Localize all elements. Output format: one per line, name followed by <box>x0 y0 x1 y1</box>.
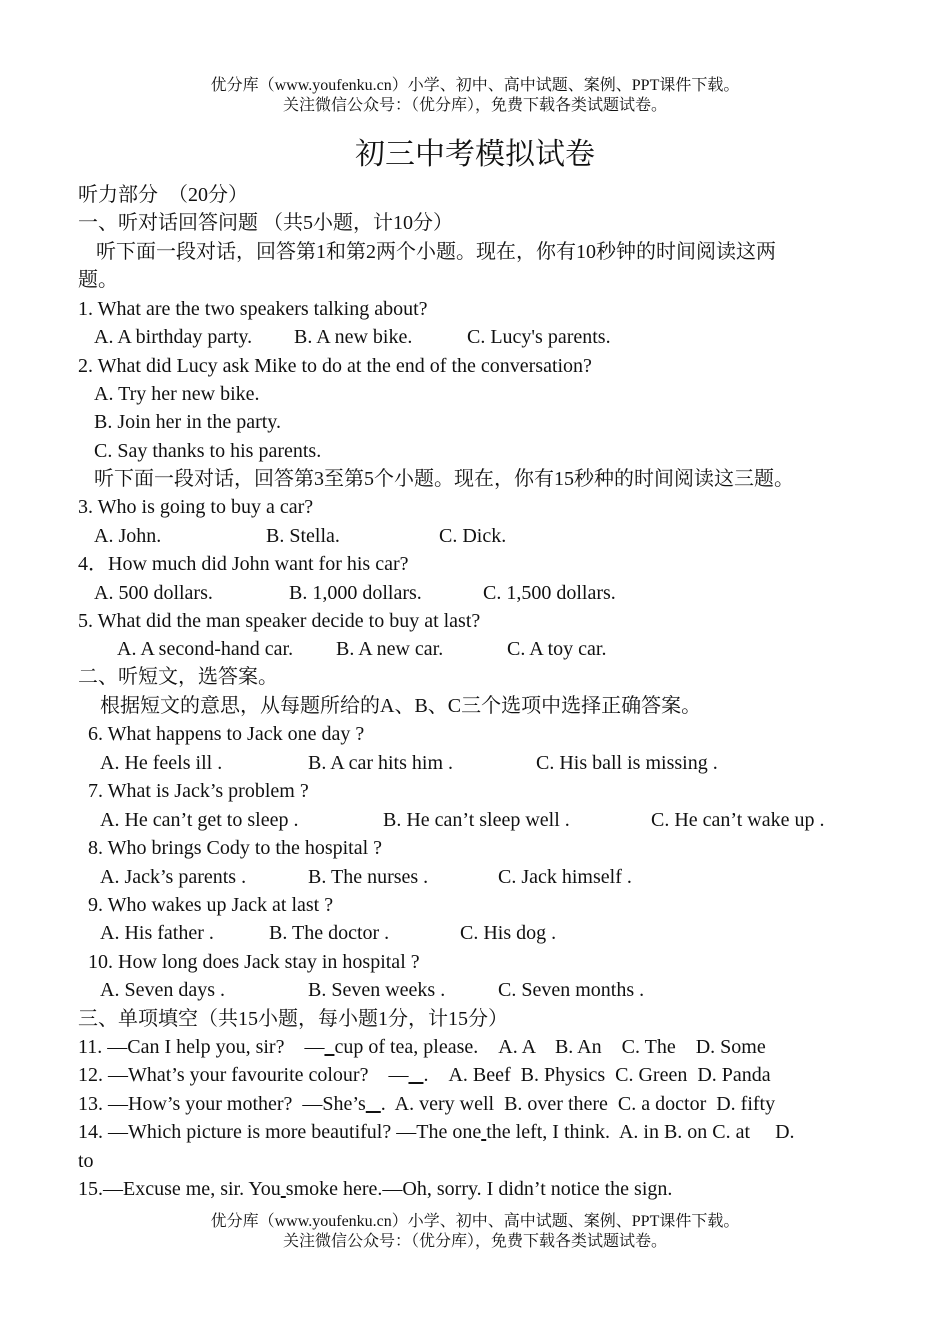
q3-option-b: B. Stella. <box>266 525 340 547</box>
part1-intro1: 听下面一段对话，回答第1和第2两个小题。现在，你有10秒钟的时间阅读这两 <box>96 241 776 263</box>
question-7: 7. What is Jack’s problem ? <box>88 780 309 802</box>
question-14 <box>78 1119 795 1145</box>
question-5: 5. What did the man speaker decide to buy at last? <box>78 610 481 632</box>
question-8: 8. Who brings Cody to the hospital ? <box>88 837 383 859</box>
question-12 <box>78 1062 771 1088</box>
question-15 <box>78 1176 672 1202</box>
q8-option-b: B. The nurses . <box>308 866 429 888</box>
part1-intro1-cont: 题。 <box>78 269 118 291</box>
q11-blank <box>324 1036 334 1058</box>
q3-option-a: A. John. <box>94 525 162 547</box>
q6-option-a: A. He feels ill . <box>100 752 223 774</box>
q9-option-b: B. The doctor . <box>269 922 390 944</box>
q10-option-c: C. Seven months . <box>498 979 645 1001</box>
part2-heading: 二、听短文，选答案。 <box>78 666 278 688</box>
q10-option-b: B. Seven weeks . <box>308 979 446 1001</box>
question-4: 4．How much did John want for his car? <box>78 553 409 575</box>
part1-heading: 一、听对话回答问题 （共5小题，计10分） <box>78 212 453 234</box>
q5-option-b: B. A new car. <box>336 638 444 660</box>
q15-stem: 15.—Excuse me, sir. You <box>78 1178 281 1200</box>
q6-option-b: B. A car hits him . <box>308 752 453 774</box>
q4-option-a: A. 500 dollars. <box>94 582 213 604</box>
q12-stem: 12. —What’s your favourite colour? — <box>78 1064 409 1086</box>
q8-option-a: A. Jack’s parents . <box>100 866 247 888</box>
q14-options: the left, I think. A. in B. on C. at D. <box>486 1121 795 1143</box>
q13-blank <box>366 1093 381 1115</box>
q7-option-c: C. He can’t wake up . <box>651 809 825 831</box>
q3-option-c: C. Dick. <box>439 525 507 547</box>
q2-option-b: B. Join her in the party. <box>94 411 282 433</box>
q13-stem: 13. —How’s your mother? —She’s <box>78 1093 366 1115</box>
q6-option-c: C. His ball is missing . <box>536 752 718 774</box>
q7-option-a: A. He can’t get to sleep . <box>100 809 299 831</box>
q13-options: . A. very well B. over there C. a doctor D. fifty <box>380 1093 776 1115</box>
q9-option-a: A. His father . <box>100 922 214 944</box>
question-3: 3. Who is going to buy a car? <box>78 496 314 518</box>
q1-option-a: A. A birthday party. <box>94 326 253 348</box>
q12-blank <box>408 1064 423 1086</box>
question-13 <box>78 1091 775 1117</box>
site-footer-line2: 关注微信公众号：（优分库），免费下载各类试题试卷。 <box>282 1233 667 1250</box>
question-11 <box>78 1034 766 1060</box>
q2-option-c: C. Say thanks to his parents. <box>94 440 322 462</box>
q5-option-a: A. A second-hand car. <box>117 638 294 660</box>
listening-heading: 听力部分 （20分） <box>78 184 248 206</box>
part1-intro2: 听下面一段对话，回答第3至第5个小题。现在，你有15秒种的时间阅读这三题。 <box>94 468 794 490</box>
q8-option-c: C. Jack himself . <box>498 866 632 888</box>
q15-rest: smoke here.—Oh, sorry. I didn’t notice the sign. <box>285 1178 673 1200</box>
q14-option-d-cont: to <box>78 1150 94 1172</box>
site-footer-line1: 优分库（www.youfenku.cn）小学、初中、高中试题、案例、PPT课件下载。 <box>210 1213 740 1230</box>
question-6: 6. What happens to Jack one day ? <box>88 723 365 745</box>
q11-options: cup of tea, please. A. A B. An C. The D. Some <box>334 1036 766 1058</box>
q11-stem: 11. —Can I help you, sir? — <box>78 1036 325 1058</box>
site-banner-line1: 优分库（www.youfenku.cn）小学、初中、高中试题、案例、PPT课件下载。 <box>210 77 740 94</box>
q4-option-b: B. 1,000 dollars. <box>289 582 422 604</box>
q14-stem: 14. —Which picture is more beautiful? —The one <box>78 1121 482 1143</box>
q1-option-c: C. Lucy's parents. <box>467 326 611 348</box>
q5-option-c: C. A toy car. <box>507 638 607 660</box>
part3-heading: 三、单项填空（共15小题，每小题1分，计15分） <box>78 1008 508 1030</box>
question-1: 1. What are the two speakers talking about? <box>78 298 428 320</box>
site-banner-line2: 关注微信公众号：（优分库），免费下载各类试题试卷。 <box>282 97 667 114</box>
q1-option-b: B. A new bike. <box>294 326 413 348</box>
page-title: 初三中考模拟试卷 <box>355 138 595 171</box>
q7-option-b: B. He can’t sleep well . <box>383 809 570 831</box>
q2-option-a: A. Try her new bike. <box>94 383 260 405</box>
part2-intro: 根据短文的意思，从每题所给的A、B、C三个选项中选择正确答案。 <box>100 695 702 717</box>
q4-option-c: C. 1,500 dollars. <box>483 582 616 604</box>
q10-option-a: A. Seven days . <box>100 979 225 1001</box>
question-2: 2. What did Lucy ask Mike to do at the end of the conversation? <box>78 355 592 377</box>
question-9: 9. Who wakes up Jack at last ? <box>88 894 334 916</box>
q9-option-c: C. His dog . <box>460 922 557 944</box>
question-10: 10. How long does Jack stay in hospital ? <box>88 951 420 973</box>
q12-options: . A. Beef B. Physics C. Green D. Panda <box>423 1064 771 1086</box>
